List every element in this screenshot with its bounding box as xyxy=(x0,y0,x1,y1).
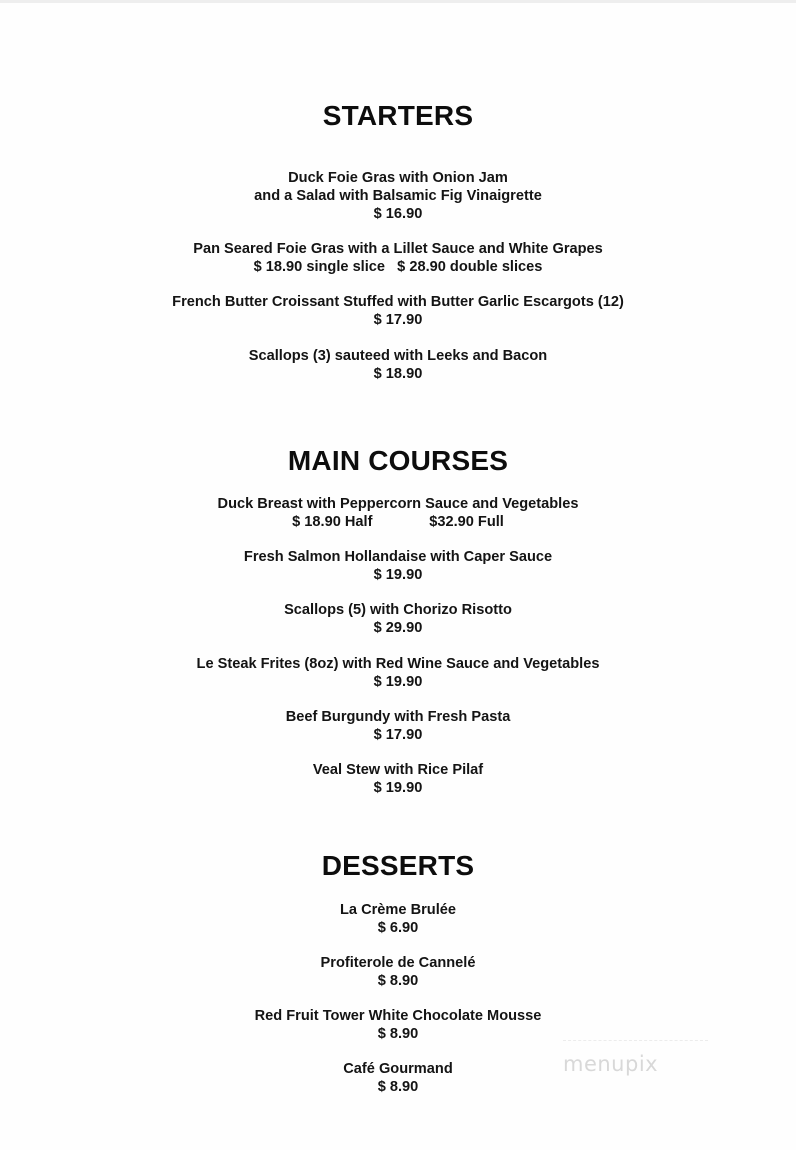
menu-item xyxy=(0,655,796,691)
item-name: Café Gourmand xyxy=(343,1061,453,1077)
menu-item xyxy=(0,901,796,937)
item-price: $ 18.90 Half $32.90 Full xyxy=(292,514,504,530)
item-name: Scallops (3) sauteed with Leeks and Bacon xyxy=(248,348,548,364)
item-price: $ 19.90 xyxy=(373,567,423,583)
menu-item xyxy=(0,347,796,383)
item-name: Duck Breast with Peppercorn Sauce and Vegetables xyxy=(217,496,579,512)
item-name: Veal Stew with Rice Pilaf xyxy=(312,762,484,778)
top-border xyxy=(0,0,796,3)
item-price: $ 18.90 single slice $ 28.90 double slices xyxy=(253,259,543,275)
menu-item xyxy=(0,1060,796,1096)
item-price: $ 8.90 xyxy=(377,1079,419,1095)
item-price: $ 8.90 xyxy=(377,973,419,989)
menu-item xyxy=(0,708,796,744)
item-name: Duck Foie Gras with Onion Jam xyxy=(288,170,508,186)
watermark-logo: menupix xyxy=(563,1052,659,1076)
menu-item xyxy=(0,761,796,797)
item-price: $ 6.90 xyxy=(377,920,419,936)
item-price: $ 16.90 xyxy=(373,206,423,222)
item-price: $ 18.90 xyxy=(373,366,423,382)
section-title-starters: STARTERS xyxy=(322,100,474,131)
menu-item xyxy=(0,240,796,276)
item-name: Red Fruit Tower White Chocolate Mousse xyxy=(254,1008,542,1024)
item-name: Beef Burgundy with Fresh Pasta xyxy=(285,709,511,725)
menu-item xyxy=(0,495,796,531)
watermark-decoration xyxy=(563,1040,708,1044)
menu-item xyxy=(0,169,796,223)
section-title-main-courses: MAIN COURSES xyxy=(287,445,509,476)
menu-item xyxy=(0,1007,796,1043)
item-price: $ 19.90 xyxy=(373,674,423,690)
item-price: $ 29.90 xyxy=(373,620,423,636)
menu-item xyxy=(0,293,796,329)
item-name: Scallops (5) with Chorizo Risotto xyxy=(284,602,512,618)
item-name: Pan Seared Foie Gras with a Lillet Sauce and White Grapes xyxy=(193,241,603,257)
item-name: and a Salad with Balsamic Fig Vinaigrette xyxy=(254,188,542,204)
section-title-desserts: DESSERTS xyxy=(321,850,475,881)
menu-item xyxy=(0,548,796,584)
item-price: $ 8.90 xyxy=(377,1026,419,1042)
item-price: $ 17.90 xyxy=(373,312,423,328)
menu-item xyxy=(0,954,796,990)
item-name: Fresh Salmon Hollandaise with Caper Sauce xyxy=(243,549,553,565)
item-price: $ 17.90 xyxy=(373,727,423,743)
item-name: Profiterole de Cannelé xyxy=(320,955,476,971)
item-name: French Butter Croissant Stuffed with Butter Garlic Escargots (12) xyxy=(172,294,624,310)
menu-item xyxy=(0,601,796,637)
item-price: $ 19.90 xyxy=(373,780,423,796)
item-name: La Crème Brulée xyxy=(340,902,456,918)
item-name: Le Steak Frites (8oz) with Red Wine Sauce and Vegetables xyxy=(196,656,600,672)
